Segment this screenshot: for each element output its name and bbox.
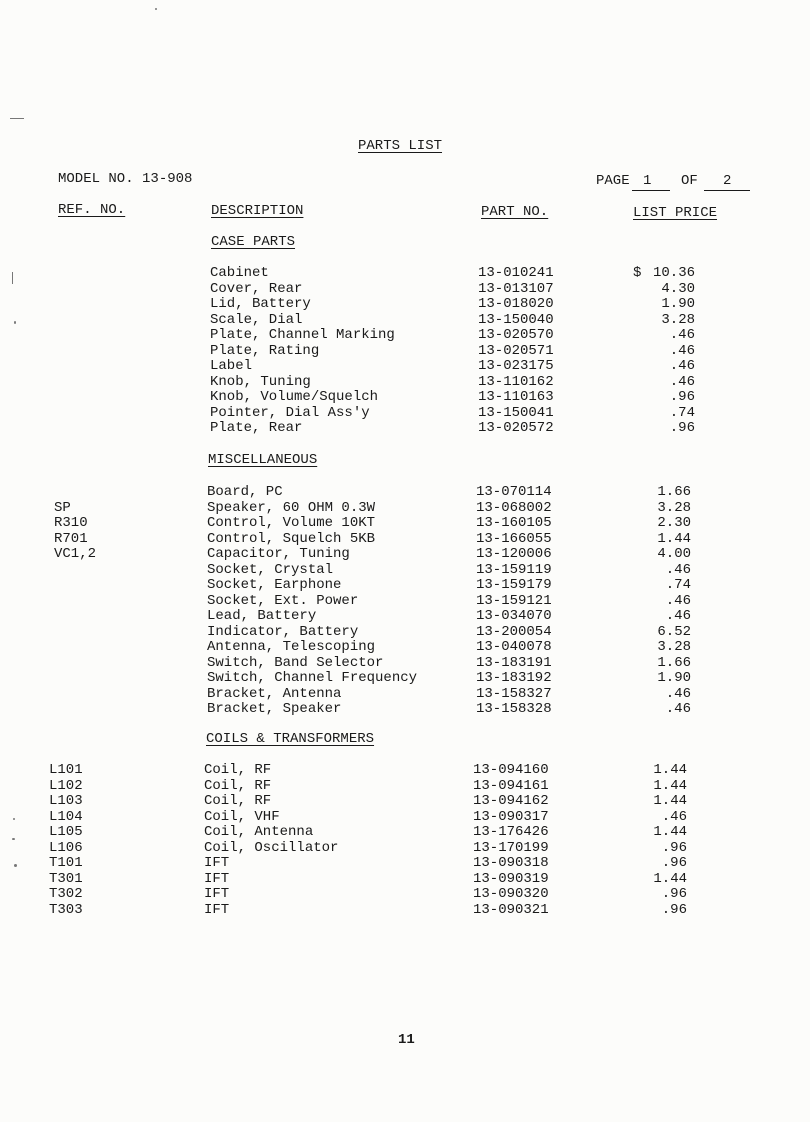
row-price: .74 [669, 404, 695, 421]
section-case-parts [0, 266, 810, 437]
row-part-number: 13-120006 [476, 546, 552, 562]
table-row [0, 625, 810, 641]
row-price: 4.30 [661, 280, 695, 297]
row-description: Indicator, Battery [207, 623, 359, 640]
table-row [0, 282, 810, 298]
table-row [0, 810, 810, 826]
table-row [0, 328, 810, 344]
row-price: .46 [665, 608, 691, 624]
row-part-number: 13-170199 [473, 839, 549, 856]
page-current: 1 [643, 173, 652, 189]
row-description: Switch, Band Selector [207, 654, 384, 671]
row-price: .46 [665, 701, 691, 717]
table-row [0, 578, 810, 594]
row-part-number: 13-200054 [476, 623, 552, 640]
row-part-number: 13-068002 [476, 499, 552, 516]
table-row [0, 763, 810, 779]
table-row [0, 609, 810, 625]
row-description: Socket, Ext. Power [207, 592, 359, 609]
row-ref: L104 [49, 808, 83, 825]
scan-speck [12, 272, 13, 284]
page-total: 2 [723, 173, 732, 189]
row-part-number: 13-090321 [473, 901, 549, 918]
row-description: Plate, Channel Marking [210, 327, 395, 343]
row-price: .46 [665, 685, 691, 702]
row-price: .46 [669, 327, 695, 343]
row-ref: SP [54, 499, 71, 516]
row-part-number: 13-090320 [473, 886, 549, 902]
scan-speck [155, 8, 157, 10]
row-description: Control, Volume 10KT [207, 515, 376, 531]
row-description: Switch, Channel Frequency [207, 670, 418, 686]
row-part-number: 13-159121 [476, 592, 552, 609]
row-part-number: 13-034070 [476, 608, 552, 624]
row-description: Knob, Volume/Squelch [210, 389, 379, 405]
row-ref: L105 [49, 824, 83, 840]
row-part-number: 13-023175 [478, 358, 554, 374]
row-description: Coil, Antenna [204, 824, 314, 840]
row-description: Speaker, 60 OHM 0.3W [207, 499, 376, 516]
row-description: Knob, Tuning [210, 373, 311, 390]
table-row [0, 594, 810, 610]
row-description: Scale, Dial [210, 311, 303, 328]
table-row [0, 687, 810, 703]
row-part-number: 13-176426 [473, 824, 549, 840]
row-ref: T101 [49, 855, 83, 871]
row-price: 2.30 [657, 515, 691, 531]
row-price: 3.28 [657, 499, 691, 516]
page-title: PARTS LIST [358, 138, 443, 154]
row-part-number: 13-150041 [478, 404, 554, 421]
row-price: 1.44 [653, 793, 687, 809]
row-description: Coil, RF [204, 793, 272, 809]
header-part: PART NO. [481, 204, 549, 220]
row-part-number: 13-094161 [473, 777, 549, 794]
row-description: Control, Squelch 5KB [207, 530, 376, 547]
row-description: Coil, RF [204, 777, 272, 794]
table-row [0, 887, 810, 903]
table-row [0, 390, 810, 406]
row-description: Socket, Crystal [207, 561, 334, 578]
table-row [0, 501, 810, 517]
row-part-number: 13-020572 [478, 420, 554, 436]
row-description: Plate, Rating [210, 342, 320, 359]
row-part-number: 13-090318 [473, 855, 549, 871]
row-description: Bracket, Antenna [207, 685, 342, 702]
header-description: DESCRIPTION [211, 203, 304, 219]
row-price: .46 [665, 561, 691, 578]
row-part-number: 13-160105 [476, 515, 552, 531]
model-number: MODEL NO. 13-908 [58, 171, 193, 187]
table-row [0, 406, 810, 422]
row-description: Socket, Earphone [207, 577, 342, 593]
row-price: .46 [669, 373, 695, 390]
page-number: 11 [398, 1032, 415, 1048]
table-row [0, 266, 810, 282]
row-price: .46 [669, 358, 695, 374]
scan-speck [14, 864, 17, 867]
row-part-number: 13-110163 [478, 389, 554, 405]
row-description: IFT [204, 901, 230, 918]
row-description: Lead, Battery [207, 608, 317, 624]
row-part-number: 13-159119 [476, 561, 552, 578]
row-part-number: 13-166055 [476, 530, 552, 547]
row-description: Plate, Rear [210, 420, 303, 436]
row-price: 1.66 [657, 654, 691, 671]
row-ref: R701 [54, 530, 88, 547]
row-description: Coil, VHF [204, 808, 280, 825]
table-row [0, 375, 810, 391]
row-part-number: 13-013107 [478, 280, 554, 297]
row-part-number: 13-094162 [473, 793, 549, 809]
table-row [0, 671, 810, 687]
row-price: 6.52 [657, 623, 691, 640]
row-part-number: 13-020571 [478, 342, 554, 359]
row-ref: L106 [49, 839, 83, 856]
section-heading-miscellaneous: MISCELLANEOUS [208, 452, 318, 468]
row-price: 3.28 [661, 311, 695, 328]
row-price: .46 [665, 592, 691, 609]
row-description: Cabinet [210, 265, 269, 281]
row-price: .96 [661, 886, 687, 902]
row-price: .96 [669, 389, 695, 405]
row-description: Cover, Rear [210, 280, 303, 297]
row-description: Coil, RF [204, 762, 272, 778]
row-price: 1.90 [661, 296, 695, 312]
row-part-number: 13-183192 [476, 670, 552, 686]
row-part-number: 13-159179 [476, 577, 552, 593]
row-price: 10.36 [652, 265, 695, 281]
row-price: .96 [661, 901, 687, 918]
row-part-number: 13-018020 [478, 296, 554, 312]
section-miscellaneous [0, 485, 810, 718]
row-price: 4.00 [657, 546, 691, 562]
row-price: .96 [661, 839, 687, 856]
table-row [0, 313, 810, 329]
row-price: 1.44 [653, 824, 687, 840]
table-row [0, 421, 810, 437]
header-price: LIST PRICE [633, 205, 718, 221]
section-heading-case-parts: CASE PARTS [211, 234, 296, 250]
row-part-number: 13-094160 [473, 762, 549, 778]
table-row [0, 297, 810, 313]
row-price: 1.90 [657, 670, 691, 686]
row-description: Bracket, Speaker [207, 701, 342, 717]
section-heading-coils-transformers: COILS & TRANSFORMERS [206, 731, 375, 747]
table-row [0, 344, 810, 360]
page-current-underline [632, 190, 670, 191]
row-part-number: 13-183191 [476, 654, 552, 671]
row-part-number: 13-090319 [473, 870, 549, 887]
row-part-number: 13-150040 [478, 311, 554, 328]
table-row [0, 485, 810, 501]
scan-speck [12, 838, 15, 840]
row-part-number: 13-110162 [478, 373, 554, 390]
row-description: Board, PC [207, 484, 283, 500]
row-price: 1.44 [653, 870, 687, 887]
row-price: .74 [665, 577, 691, 593]
row-ref: T301 [49, 870, 83, 887]
row-price: .96 [661, 855, 687, 871]
row-ref: VC1,2 [54, 546, 97, 562]
table-row [0, 640, 810, 656]
row-ref: L103 [49, 793, 83, 809]
table-row [0, 794, 810, 810]
row-description: Pointer, Dial Ass'y [210, 404, 370, 421]
page-total-underline [704, 190, 750, 191]
row-description: IFT [204, 855, 230, 871]
row-description: Lid, Battery [210, 296, 311, 312]
row-description: IFT [204, 870, 230, 887]
row-ref: L101 [49, 762, 83, 778]
table-row [0, 656, 810, 672]
table-row [0, 872, 810, 888]
table-row [0, 532, 810, 548]
row-price: 1.44 [653, 762, 687, 778]
row-price: .96 [669, 420, 695, 436]
table-row [0, 779, 810, 795]
row-description: IFT [204, 886, 230, 902]
scan-speck [10, 118, 24, 119]
row-description: Label [210, 358, 253, 374]
scan-speck [14, 321, 16, 324]
row-price: 1.44 [657, 530, 691, 547]
table-row [0, 359, 810, 375]
table-row [0, 856, 810, 872]
table-row [0, 563, 810, 579]
row-ref: T302 [49, 886, 83, 902]
row-description: Antenna, Telescoping [207, 639, 376, 655]
header-ref: REF. NO. [58, 202, 126, 218]
row-part-number: 13-010241 [478, 265, 554, 281]
section-coils-transformers [0, 763, 810, 918]
row-part-number: 13-070114 [476, 484, 552, 500]
row-description: Capacitor, Tuning [207, 546, 350, 562]
row-part-number: 13-090317 [473, 808, 549, 825]
row-ref: R310 [54, 515, 88, 531]
page-label: PAGE [596, 173, 630, 189]
row-part-number: 13-158328 [476, 701, 552, 717]
row-price: 3.28 [657, 639, 691, 655]
row-price: 1.44 [653, 777, 687, 794]
page-of-label: OF [681, 173, 698, 189]
table-row [0, 547, 810, 563]
table-row [0, 825, 810, 841]
table-row [0, 841, 810, 857]
row-price: .46 [669, 342, 695, 359]
table-row [0, 516, 810, 532]
table-row [0, 702, 810, 718]
row-ref: T303 [49, 901, 83, 918]
table-row [0, 903, 810, 919]
currency-symbol: $ [633, 265, 642, 281]
row-price: 1.66 [657, 484, 691, 500]
row-ref: L102 [49, 777, 83, 794]
row-price: .46 [661, 808, 687, 825]
row-description: Coil, Oscillator [204, 839, 339, 856]
row-part-number: 13-020570 [478, 327, 554, 343]
scan-speck [13, 818, 15, 820]
row-part-number: 13-158327 [476, 685, 552, 702]
row-part-number: 13-040078 [476, 639, 552, 655]
